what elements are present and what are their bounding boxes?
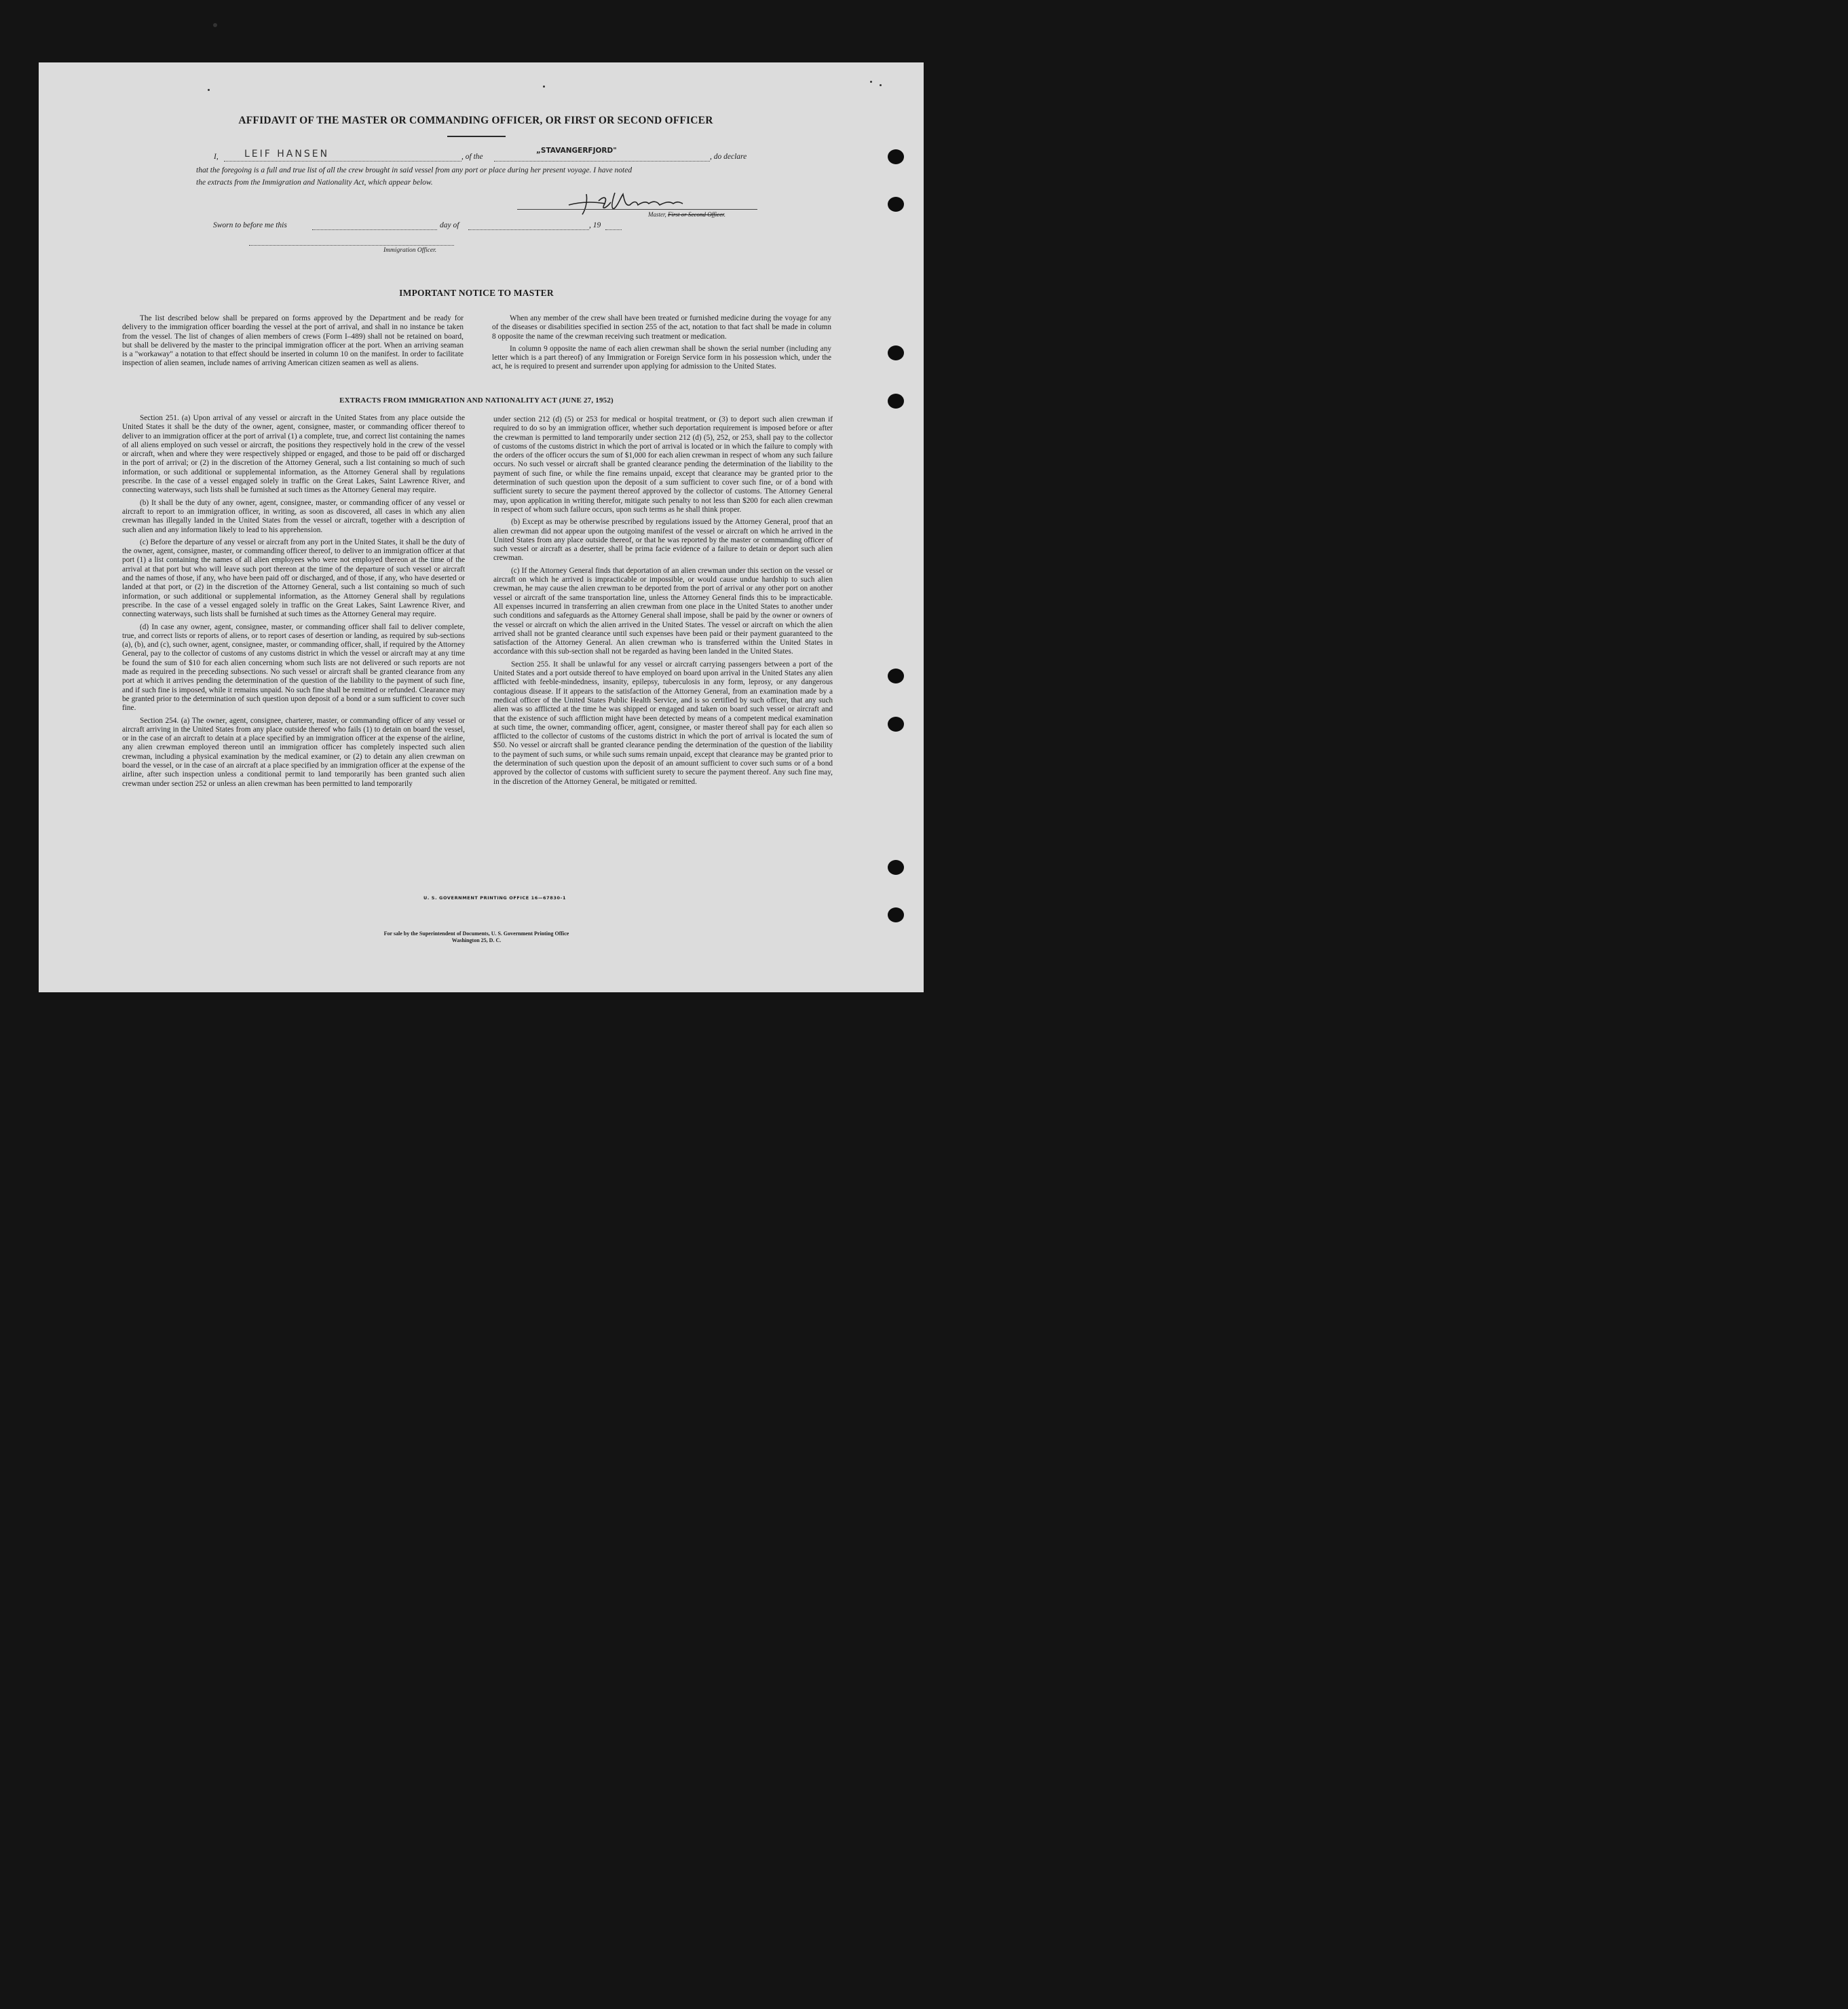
- extract-right-paragraph: (c) If the Attorney General finds that deportation of an alien crewman under this section on the vessel or aircraft on which he arrived is impracticable or impossible, or would cause undue hardship to such alien crewman, he may cause the alien crewman to be deported from the port of arrival or any other port on another vessel or aircraft of the same transportation line, unless the Attorney General finds this to be impracticable. All expenses incurred in transferring an alien crewman from one place in the United States to another under such conditions and safeguards as the Attorney General shall impose, shall be paid by the owner or owners of the vessel or aircraft on which the alien arrived in the United States. The vessel or aircraft on which the alien arrived shall not be granted clearance until such expenses have been paid or their payment guaranteed to the satisfaction of the Attorney General. An alien crewman who is transferred within the United States in accordance with this sub-section shall not be regarded as having been landed in the United States.: [493, 566, 833, 656]
- immigration-officer-label: Immigration Officer.: [383, 247, 437, 254]
- declaration-line-2: the extracts from the Immigration and Nationality Act, which appear below.: [196, 179, 433, 187]
- extracts-left-column: [122, 414, 465, 792]
- scan-speck: [543, 86, 545, 88]
- notice-right-paragraph-2: In column 9 opposite the name of each alien crewman shall be shown the serial number (including any letter which is a part thereof) of any Immigration or Foreign Service form in his possession which, under the act, he is required to present and surrender upon applying for admission to the United States.: [492, 344, 831, 371]
- title-rule: [447, 136, 506, 137]
- scan-speck: [870, 81, 872, 83]
- punch-hole: [888, 860, 904, 875]
- notice-title: IMPORTANT NOTICE TO MASTER: [399, 288, 554, 298]
- extracts-right-column: [493, 415, 833, 790]
- punch-hole: [888, 669, 904, 683]
- notice-right-paragraph-1: When any member of the crew shall have been treated or furnished medicine during the voyage for any of the diseases or disabilities specified in section 255 of the act, notation to that fact shall be made in column 8 opposite the name of the crewman receiving such treatment or medication.: [492, 314, 831, 341]
- affidavit-title: AFFIDAVIT OF THE MASTER OR COMMANDING OFFICER, OR FIRST OR SECOND OFFICER: [238, 115, 713, 126]
- punch-hole: [888, 149, 904, 164]
- signature-caption: Master, First or Second Officer.: [648, 211, 725, 218]
- declarant-name-field[interactable]: [224, 161, 461, 162]
- signature-line: [517, 209, 757, 210]
- footer-line-1: For sale by the Superintendent of Documents, U. S. Government Printing Office: [383, 931, 569, 937]
- extract-left-paragraph: Section 251. (a) Upon arrival of any vessel or aircraft in the United States from any place outside the United States it shall be the duty of the owner, agent, consignee, master, or commanding officer thereof to deliver to an immigration officer at the port of arrival (1) a complete, true, and correct list containing the names of all aliens employed on such vessel or aircraft, the positions they respectively hold in the crew of the vessel or aircraft, when and where they were respectively shipped or engaged, and those to be paid off or discharged in the port of arrival; or (2) in the discretion of the Attorney General, such a list containing so much of such information, or such additional or supplemental information, as the Attorney General shall by regulations prescribe. In the case of a vessel engaged solely in traffic on the Great Lakes, Saint Lawrence River, and connecting waterways, such lists shall be furnished at such times as the Attorney General may require.: [122, 414, 465, 495]
- sworn-prefix: Sworn to before me this: [213, 221, 287, 229]
- printer-mark: U. S. GOVERNMENT PRINTING OFFICE 16—67830-1: [423, 895, 567, 901]
- of-the-label: , of the: [461, 153, 483, 161]
- vessel-name: „STAVANGERFJORD": [536, 147, 617, 155]
- punch-hole: [888, 197, 904, 212]
- do-declare-label: , do declare: [710, 153, 747, 161]
- extract-left-paragraph: (c) Before the departure of any vessel or aircraft from any port in the United States, it shall be the duty of the owner, agent, consignee, master, or commanding officer thereof, to deliver to an immigration officer at that port (1) a list containing the names of all alien employees who were not employed thereon at the time of the arrival at that port but who will leave such port thereon at the time of the departure of such vessel or aircraft and the names of those, if any, who have been paid off or discharged, and of those, if any, who have deserted or landed at that port, or (2) in the discretion of the Attorney General, such a list containing so much of such information, or such additional or supplemental information, as the Attorney General shall by regulations prescribe. In the case of a vessel engaged solely in traffic on the Great Lakes, Saint Lawrence River, and connecting waterways, such lists shall be furnished at such times as the Attorney General may require.: [122, 538, 465, 619]
- scan-speck: [208, 89, 210, 91]
- extract-left-paragraph: Section 254. (a) The owner, agent, consignee, charterer, master, or commanding officer of any vessel or aircraft arriving in the United States from any place outside thereof who fails (1) to detain on board the vessel, or in the case of an aircraft to detain at a place specified by an immigration officer at the expense of the airline, any alien crewman employed thereon until an immigration officer has completely inspected such alien crewman, including a physical examination by the medical examiner, or (2) to detain any alien crewman on board the vessel, or in the case of an aircraft at a place specified by an immigration officer at the expense of the airline, after such inspection unless a conditional permit to land temporarily has been granted such alien crewman under section 252 or unless an alien crewman has been permitted to land temporarily: [122, 716, 465, 788]
- notice-left-column: [122, 314, 464, 372]
- immigration-officer-signature-field[interactable]: [249, 245, 454, 246]
- punch-hole: [888, 717, 904, 732]
- notice-left-paragraph: The list described below shall be prepared on forms approved by the Department and be ready for delivery to the immigration officer boarding the vessel at the port of arrival, and shall in no instance be taken from the vessel. The list of changes of alien members of crews (Form I–489) shall not be retained on board, but shall be delivered by the master to the principal immigration officer at the port. When an arriving seaman is a "workaway" a notation to that effect should be inserted in column 10 on the manifest. In order to facilitate inspection of alien seamen, include names of arriving American citizen seamen as well as aliens.: [122, 314, 464, 368]
- extract-right-paragraph: (b) Except as may be otherwise prescribed by regulations issued by the Attorney General, proof that an alien crewman did not appear upon the outgoing manifest of the vessel or aircraft on which he arrived in the United States from any place outside thereof, or that he was reported by the master or commanding officer of such vessel or aircraft as a deserter, shall be prima facie evidence of a failure to detain or deport such alien crewman.: [493, 518, 833, 563]
- extract-left-paragraph: (d) In case any owner, agent, consignee, master, or commanding officer shall fail to deliver complete, true, and correct lists or reports of aliens, or to report cases of desertion or landing, as required by sub-sections (a), (b), and (c), such owner, agent, consignee, master, or commanding officer, shall, if required by the Attorney General, pay to the collector of customs of any customs district in which the vessel or aircraft may at any time be found the sum of $10 for each alien concerning whom such lists are not delivered or such reports are not made as required in the preceding subsections. No such vessel or aircraft shall be granted clearance from any port at which it arrives pending the determination of the question of the liability to the payment of such fine, and if such fine is imposed, while it remains unpaid. No such fine shall be remitted or refunded. Clearance may be granted prior to the determination of such question upon deposit of a bond or a sum sufficient to cover such fine.: [122, 622, 465, 713]
- scan-speck: [213, 23, 217, 27]
- punch-hole: [888, 907, 904, 922]
- declaration-line-1: that the foregoing is a full and true list of all the crew brought in said vessel from any port or place during her present voyage. I have noted: [196, 166, 633, 174]
- scan-speck: [880, 84, 882, 86]
- extract-left-paragraph: (b) It shall be the duty of any owner, agent, consignee, master, or commanding officer of any vessel or aircraft to report to an immigration officer, in writing, as soon as discovered, all cases in which any alien crewman has illegally landed in the United States from the vessel or aircraft, together with a description of such alien and any information likely to lead to his apprehension.: [122, 498, 465, 534]
- vessel-field[interactable]: [494, 161, 710, 162]
- sworn-month-field[interactable]: [468, 229, 589, 230]
- footer: [326, 931, 627, 944]
- day-of-label: day of: [440, 221, 459, 229]
- notice-right-column: [492, 314, 831, 375]
- footer-line-2: Washington 25, D. C.: [451, 937, 502, 943]
- year-prefix: , 19: [589, 221, 601, 229]
- declarant-name: LEIF HANSEN: [244, 149, 330, 159]
- sworn-year-field[interactable]: [605, 229, 622, 230]
- extract-right-paragraph: Section 255. It shall be unlawful for any vessel or aircraft carrying passengers between a port of the United States and a port outside thereof to have employed on board upon arrival in the United States any alien afflicted with feeble-mindedness, insanity, epilepsy, tuberculosis in any form, leprosy, or any dangerous contagious disease. If it appears to the satisfaction of the Attorney General, from an examination made by a medical officer of the United States Public Health Service, and is so certified by such officer, that any such alien was so afflicted at the time he was shipped or engaged and taken on board such vessel or aircraft and that the existence of such affliction might have been detected by means of a competent medical examination at such time, the owner, commanding officer, agent, consignee, or master thereof shall pay for each alien so afflicted to the collector of customs of the customs district in which the port of arrival is located the sum of $50. No vessel or aircraft shall be granted clearance pending the determination of the question of the liability to the payment of such sums, or while such sums remain unpaid, except that clearance may be granted prior to the determination of such question upon the deposit of an amount sufficient to cover such sums or of a bond approved by the collector of customs with sufficient surety to secure the payment thereof. Any such fine may, in the discretion of the Attorney General, be mitigated or remitted.: [493, 660, 833, 786]
- sworn-day-field[interactable]: [312, 229, 437, 230]
- declarant-prefix: I,: [214, 153, 219, 161]
- extracts-title: EXTRACTS FROM IMMIGRATION AND NATIONALITY ACT (JUNE 27, 1952): [339, 396, 614, 405]
- extract-right-paragraph: under section 212 (d) (5) or 253 for medical or hospital treatment, or (3) to deport such alien crewman if required to do so by an immigration officer, whether such deportation requirement is imposed before or after the crewman is permitted to land temporarily under section 212 (d) (5), 252, or 253, shall pay to the collector of customs of the customs district in which the port of arrival is located or in which the failure to comply with the orders of the officer occurs the sum of $1,000 for each alien crewman in respect of whom any such failure occurs. No such vessel or aircraft shall be granted clearance pending the determination of the liability to the payment of such fine, or while the fine remains unpaid, except that clearance may be granted prior to the determination of such question upon the deposit of a sum sufficient to cover such fine, or of a bond with sufficient surety to secure the payment thereof approved by the collector of customs. The Attorney General may, upon application in writing therefor, mitigate such penalty to not less than $200 for each alien crewman in respect of whom such failure occurs, upon such terms as he shall think proper.: [493, 415, 833, 514]
- punch-hole: [888, 345, 904, 360]
